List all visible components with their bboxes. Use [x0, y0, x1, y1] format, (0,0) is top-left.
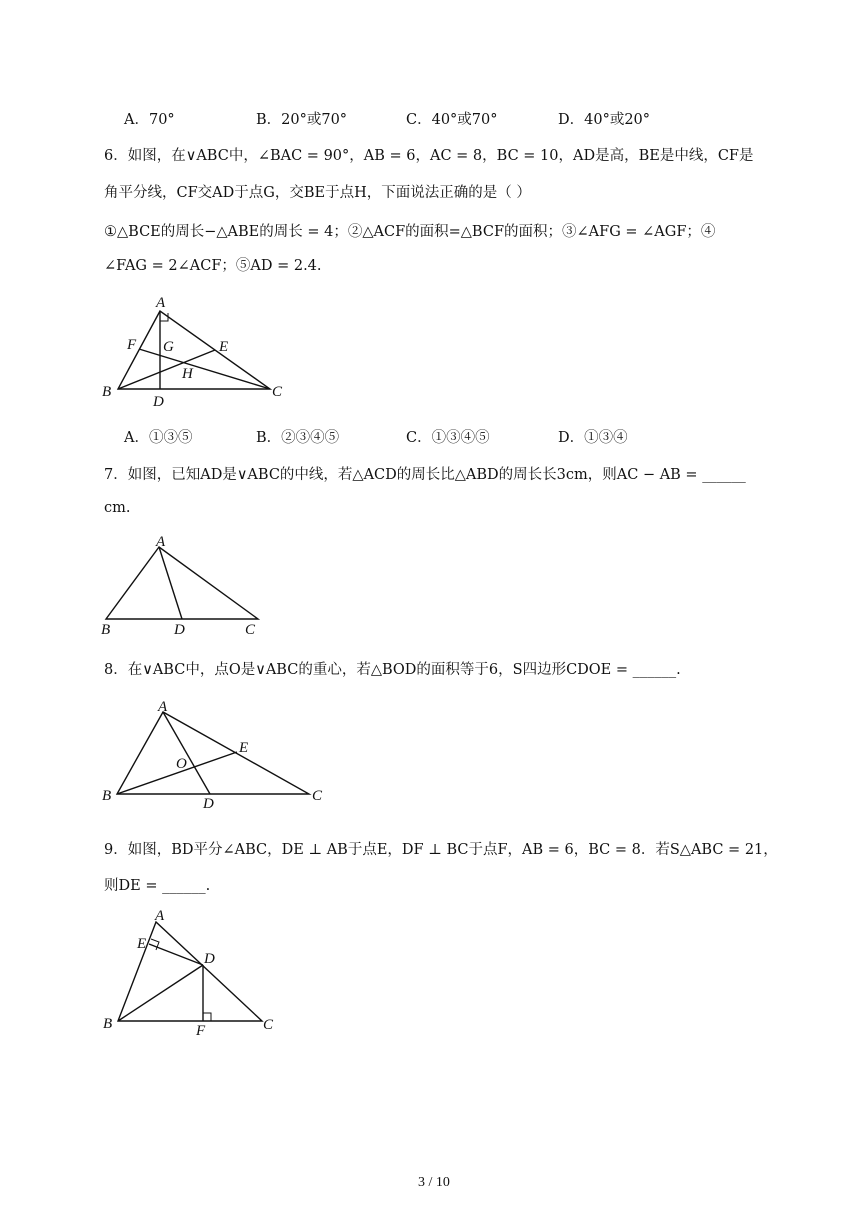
q8-line-1: 8．在∨ABC中，点O是∨ABC的重心，若△BOD的面积等于6，S四边形CDOE = ______.: [104, 662, 681, 678]
q9-label-c: C: [263, 1017, 274, 1033]
q6-line-3: ①△BCE的周长−△ABE的周长 = 4；②△ACF的面积=△BCF的面积；③∠AFG = ∠AGF；④: [104, 224, 716, 240]
q6-option-d: D．①③④: [558, 430, 628, 446]
q5-option-a: A．70°: [124, 112, 175, 128]
q6-option-c: C．①③④⑤: [406, 430, 490, 446]
q7-line-2: cm.: [104, 500, 131, 516]
q9-label-b: B: [103, 1016, 113, 1032]
q6-label-e: E: [219, 339, 229, 355]
q8-figure: [96, 698, 330, 812]
q6-label-d: D: [153, 394, 164, 410]
q6-label-c: C: [272, 384, 283, 400]
q7-label-a: A: [156, 534, 166, 550]
q6-option-a: A．①③⑤: [124, 430, 193, 446]
q8-label-b: B: [102, 788, 112, 804]
q7-line-1: 7．如图，已知AD是∨ABC的中线，若△ACD的周长比△ABD的周长长3cm，则AC − AB = ______: [104, 467, 746, 483]
q6-label-h: H: [182, 366, 193, 382]
q9-line-1: 9．如图，BD平分∠ABC，DE ⊥ AB于点E，DF ⊥ BC于点F，AB = 6，BC = 8．若S△ABC = 21，: [104, 842, 778, 858]
q8-label-a: A: [158, 699, 168, 715]
q9-label-d: D: [204, 951, 215, 967]
q6-line-1: 6．如图，在∨ABC中，∠BAC = 90°，AB = 6，AC = 8，BC = 10，AD是高，BE是中线，CF是: [104, 148, 754, 164]
q5-option-d: D．40°或20°: [558, 112, 651, 128]
q6-line-4: ∠FAG = 2∠ACF；⑤AD = 2.4.: [104, 258, 322, 274]
q9-line-2: 则DE = ______.: [104, 878, 211, 894]
q6-label-b: B: [102, 384, 112, 400]
q5-option-c: C．40°或70°: [406, 112, 498, 128]
page-number: 3 / 10: [418, 1175, 450, 1190]
q6-label-f: F: [127, 337, 137, 353]
q9-label-e: E: [137, 936, 147, 952]
q7-figure: [96, 530, 266, 638]
q6-label-a: A: [156, 295, 166, 311]
q6-line-2: 角平分线，CF交AD于点G，交BE于点H，下面说法正确的是（ ）: [104, 185, 531, 201]
q5-option-b: B．20°或70°: [256, 112, 348, 128]
q6-option-b: B．②③④⑤: [256, 430, 340, 446]
q8-label-e: E: [239, 740, 249, 756]
q7-label-c: C: [245, 622, 256, 638]
q7-label-b: B: [101, 622, 111, 638]
q9-label-a: A: [155, 908, 165, 924]
q8-label-d: D: [203, 796, 214, 812]
q7-label-d: D: [174, 622, 185, 638]
q9-label-f: F: [196, 1023, 206, 1039]
q6-label-g: G: [163, 339, 174, 355]
q8-label-c: C: [312, 788, 323, 804]
q8-label-o: O: [176, 756, 187, 772]
q6-figure: [96, 290, 306, 412]
q9-figure: [96, 906, 286, 1040]
